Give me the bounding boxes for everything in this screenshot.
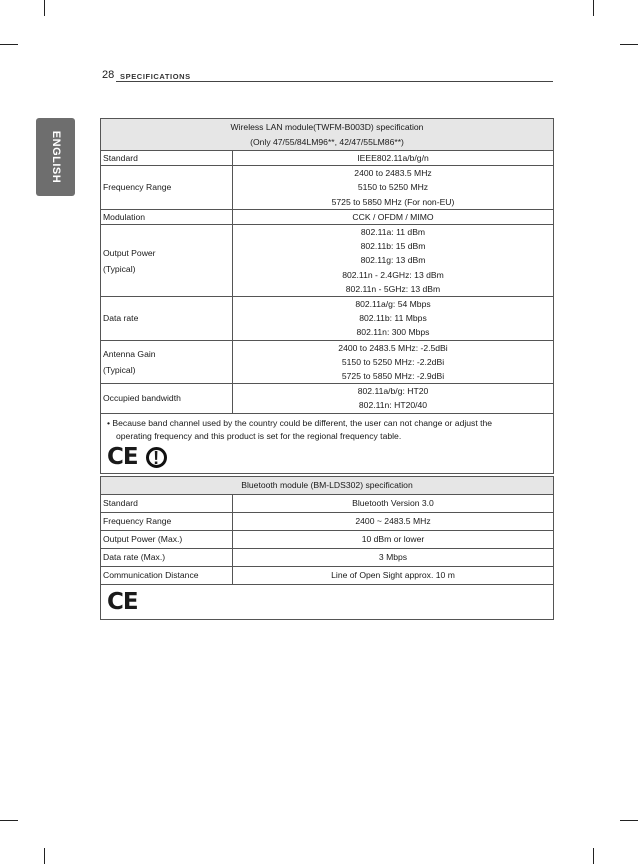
bt-row-label: Standard [101, 495, 233, 513]
bt-row-label: Output Power (Max.) [101, 531, 233, 549]
wlan-row-label [101, 384, 233, 413]
wlan-value-line: CCK / OFDM / MIMO [352, 211, 434, 222]
wlan-row-value [233, 209, 554, 224]
wlan-label-line: Frequency Range [103, 182, 172, 193]
wlan-row-label [101, 166, 233, 210]
wlan-note [101, 413, 554, 473]
wlan-value-line: 802.11b: 15 dBm [360, 241, 426, 252]
bt-row [101, 567, 554, 585]
wlan-row [101, 151, 554, 166]
wlan-label-line: Output Power [103, 247, 156, 258]
crop-mark [0, 44, 18, 45]
wlan-title-row [101, 119, 554, 151]
wlan-row [101, 384, 554, 413]
bt-title: Bluetooth module (BM-LDS302) specification [101, 477, 554, 495]
wlan-value-line: 802.11b: 11 Mbps [359, 313, 427, 324]
wlan-value-line: 5150 to 5250 MHz [357, 182, 429, 193]
wlan-row-label [101, 209, 233, 224]
wlan-label-line: Antenna Gain [103, 348, 156, 359]
wlan-row-value [233, 340, 554, 384]
wlan-row [101, 297, 554, 341]
bt-marks-row [101, 585, 554, 620]
wlan-row-value [233, 166, 554, 210]
wlan-row-label [101, 151, 233, 166]
wlan-label-line: Occupied bandwidth [103, 393, 181, 404]
wlan-label-line: (Typical) [103, 263, 136, 274]
wlan-value-line: 802.11n: HT20/40 [358, 400, 428, 411]
wlan-title-line1: Wireless LAN module(TWFM-B003D) specification [230, 121, 424, 132]
wlan-value-line: IEEE802.11a/b/g/n [357, 153, 429, 163]
section-title: SPECIFICATIONS [120, 72, 191, 81]
bt-row [101, 549, 554, 567]
wlan-row [101, 225, 554, 297]
wlan-row-label [101, 225, 233, 297]
wlan-compliance-marks [107, 445, 549, 471]
wlan-value-line: 2400 to 2483.5 MHz: -2.5dBi [338, 342, 448, 353]
ce-mark-icon: CE [107, 588, 138, 615]
crop-mark [44, 0, 45, 16]
bluetooth-spec-table [100, 476, 554, 620]
bt-row-value: Line of Open Sight approx. 10 m [233, 567, 554, 585]
note-line1: Because band channel used by the country could be different, the user can not change or adjust the [112, 417, 493, 428]
wlan-title [101, 119, 554, 151]
wlan-row-label [101, 297, 233, 341]
bt-marks-cell [101, 585, 554, 620]
wlan-label-line: Modulation [103, 211, 146, 222]
bt-row-label: Data rate (Max.) [101, 549, 233, 567]
bullet: • [107, 417, 111, 428]
bt-row-value: 2400 ~ 2483.5 MHz [233, 513, 554, 531]
wlan-row [101, 166, 554, 210]
wlan-value-line: 802.11a/b/g: HT20 [357, 386, 429, 397]
wlan-value-line: 802.11n - 2.4GHz: 13 dBm [342, 269, 444, 280]
language-tab-label: ENGLISH [50, 130, 62, 184]
bt-row-label: Communication Distance [101, 567, 233, 585]
wlan-value-line: 802.11n - 5GHz: 13 dBm [345, 283, 441, 294]
crop-mark [620, 820, 638, 821]
bt-row-value: Bluetooth Version 3.0 [233, 495, 554, 513]
wlan-row-value [233, 384, 554, 413]
page-number: 28 [102, 69, 115, 81]
wlan-row-value [233, 225, 554, 297]
wlan-value-line: 2400 to 2483.5 MHz [354, 168, 432, 179]
wlan-value-line: 802.11a: 11 dBm [360, 227, 426, 238]
wlan-note-row [101, 413, 554, 473]
wlan-row-value [233, 151, 554, 166]
bt-row [101, 495, 554, 513]
bt-row-value: 10 dBm or lower [233, 531, 554, 549]
bt-row [101, 513, 554, 531]
wlan-row [101, 340, 554, 384]
bt-row-label: Frequency Range [101, 513, 233, 531]
wlan-value-line: 5725 to 5850 MHz (For non-EU) [331, 196, 455, 207]
crop-mark [620, 44, 638, 45]
wlan-row-value [233, 297, 554, 341]
ce-mark-icon: CE [107, 444, 138, 471]
bt-row-value: 3 Mbps [233, 549, 554, 567]
bt-rows [101, 495, 554, 585]
crop-mark [593, 0, 594, 16]
wlan-rows [101, 151, 554, 414]
crop-mark [44, 848, 45, 864]
bt-row [101, 531, 554, 549]
header-rule [116, 81, 553, 82]
wlan-value-line: 802.11g: 13 dBm [360, 255, 426, 266]
crop-mark [593, 848, 594, 864]
note-line2: operating frequency and this product is set for the regional frequency table. [116, 430, 402, 441]
wlan-title-line2: (Only 47/55/84LM96**, 42/47/55LM86**) [250, 136, 404, 147]
wlan-value-line: 802.11a/g: 54 Mbps [355, 299, 431, 310]
alert-mark-icon: ! [146, 447, 167, 468]
wlan-spec-table [100, 118, 554, 474]
crop-mark [0, 820, 18, 821]
wlan-label-line: (Typical) [103, 364, 136, 375]
wlan-value-line: 5725 to 5850 MHz: -2.9dBi [341, 371, 445, 382]
bt-title-row [101, 477, 554, 495]
wlan-row [101, 209, 554, 224]
wlan-value-line: 5150 to 5250 MHz: -2.2dBi [341, 356, 445, 367]
wlan-label-line: Standard [103, 153, 138, 163]
note-text [107, 417, 549, 430]
wlan-label-line: Data rate [103, 313, 139, 324]
wlan-row-label [101, 340, 233, 384]
wlan-value-line: 802.11n: 300 Mbps [356, 327, 430, 338]
